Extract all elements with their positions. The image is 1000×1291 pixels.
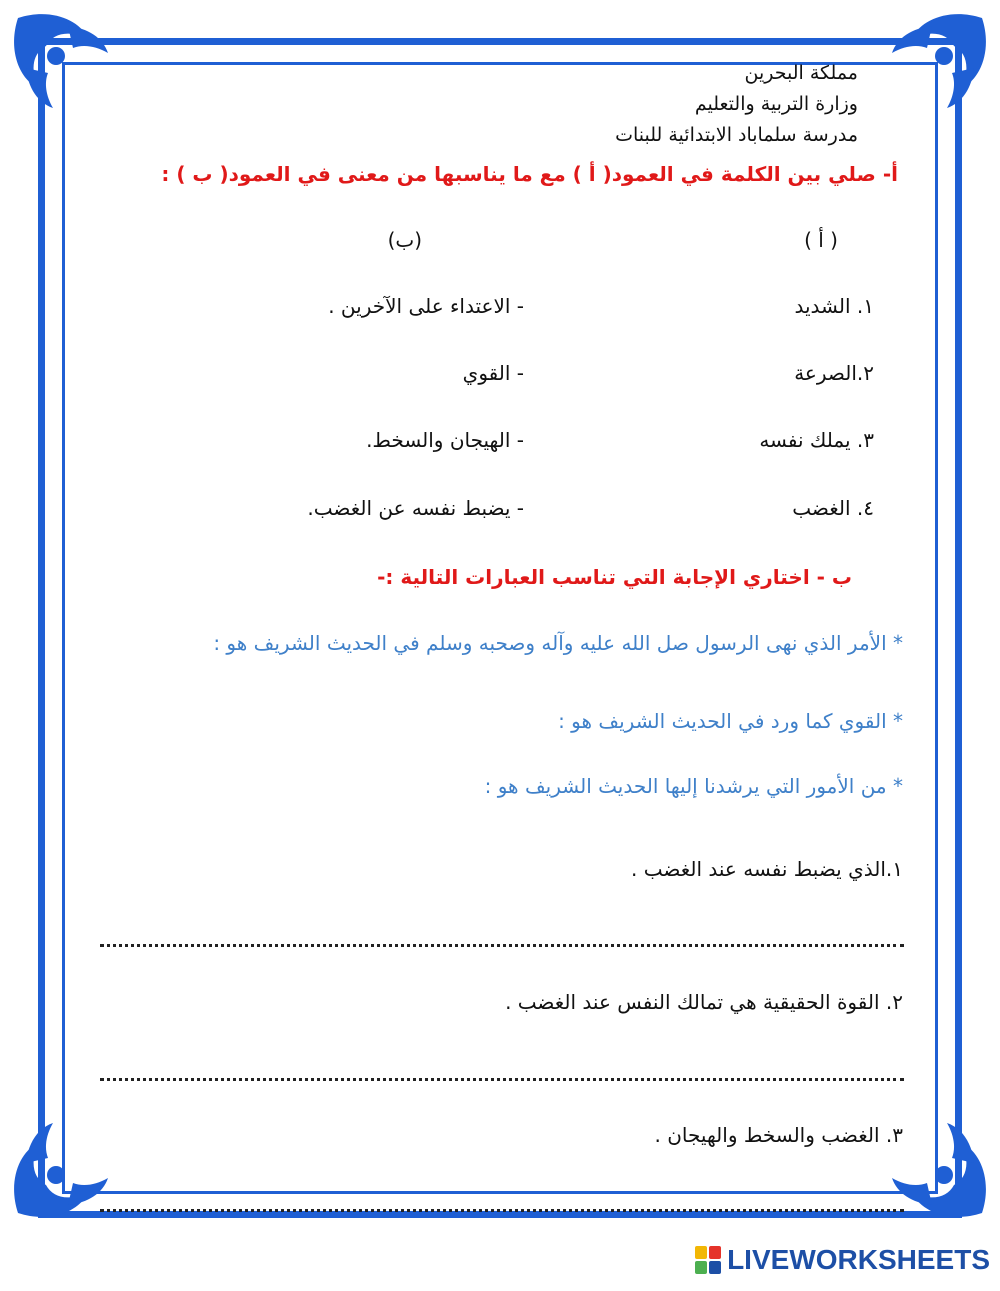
column-b-item: - القوي [462,361,524,385]
liveworksheets-brand [695,1243,990,1277]
header-kingdom: مملكة البحرين [744,62,858,84]
question-2: * القوي كما ورد في الحديث الشريف هو : [558,709,903,733]
answer-option-1: ١.الذي يضبط نفسه عند الغضب . [631,857,903,881]
header-ministry: وزارة التربية والتعليم [694,93,858,115]
answer-line-3[interactable] [100,1203,904,1212]
column-a-label: ( أ ) [804,228,838,252]
column-b-item: - الاعتداء على الآخرين . [328,294,524,318]
column-b-item: - الهيجان والسخط. [366,428,524,452]
column-b-item: - يضبط نفسه عن الغضب. [307,496,524,520]
column-a-item: ٢.الصرعة [794,361,874,385]
section-a-title: أ- صلي بين الكلمة في العمود( أ ) مع ما يناسبها من معنى في العمود( ب ) : [161,162,898,186]
column-a-item: ١. الشديد [794,294,874,318]
answer-option-2: ٢. القوة الحقيقية هي تمالك النفس عند الغضب . [505,990,903,1014]
column-a-item: ٤. الغضب [792,496,874,520]
question-3: * من الأمور التي يرشدنا إليها الحديث الشريف هو : [484,774,903,798]
brand-name: LIVEWORKSHEETS [727,1244,990,1275]
corner-ornament-top-right [872,8,992,128]
section-b-title: ب - اختاري الإجابة التي تناسب العبارات التالية :- [377,565,852,589]
column-b-label: (ب) [387,228,422,252]
answer-line-2[interactable] [100,1072,904,1081]
liveworksheets-logo-icon [695,1246,721,1274]
column-a-item: ٣. يملك نفسه [759,428,874,452]
answer-line-1[interactable] [100,938,904,947]
corner-ornament-top-left [8,8,128,128]
header-school: مدرسة سلماباد الابتدائية للبنات [615,124,858,146]
question-1: * الأمر الذي نهى الرسول صل الله عليه وآله وصحبه وسلم في الحديث الشريف هو : [213,631,903,655]
answer-option-3: ٣. الغضب والسخط والهيجان . [654,1123,903,1147]
